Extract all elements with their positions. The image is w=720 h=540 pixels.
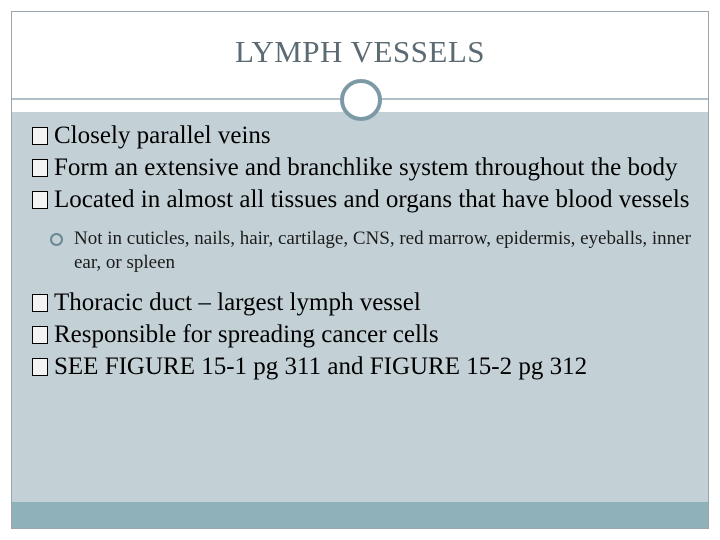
slide-title: LYMPH VESSELS (234, 34, 486, 69)
bullet-text: Thoracic duct – largest lymph vessel (54, 289, 421, 316)
bullet-text: SEE FIGURE 15-1 pg 311 and FIGURE 15-2 pg 312 (54, 353, 588, 380)
bullet-text: Form an extensive and branchlike system throughout the body (54, 154, 678, 181)
bullet-box-icon (32, 127, 48, 145)
bullet-item (32, 120, 692, 151)
bullet-item (32, 351, 692, 382)
bullet-text: Responsible for spreading cancer cells (54, 321, 439, 348)
sub-bullet-item (32, 227, 692, 275)
sub-bullet-text: Not in cuticles, nails, hair, cartilage, CNS, red marrow, epidermis, eyeballs, inner ear, or spleen (74, 228, 691, 273)
bullet-item (32, 319, 692, 350)
bullet-box-icon (32, 326, 48, 344)
bullet-box-icon (32, 191, 48, 209)
bullet-box-icon (32, 294, 48, 312)
title-divider-left (12, 98, 340, 100)
ring-bullet-icon (50, 233, 63, 246)
bullet-item (32, 184, 692, 215)
footer-bar (12, 502, 708, 528)
title-divider-right (380, 98, 708, 100)
bullet-text: Located in almost all tissues and organs that have blood vessels (54, 186, 690, 213)
bullet-item (32, 287, 692, 318)
bullet-list (32, 120, 692, 383)
bullet-box-icon (32, 358, 48, 376)
bullet-text: Closely parallel veins (54, 122, 271, 149)
decorative-circle-icon (340, 79, 382, 121)
bullet-box-icon (32, 159, 48, 177)
bullet-item (32, 152, 692, 183)
